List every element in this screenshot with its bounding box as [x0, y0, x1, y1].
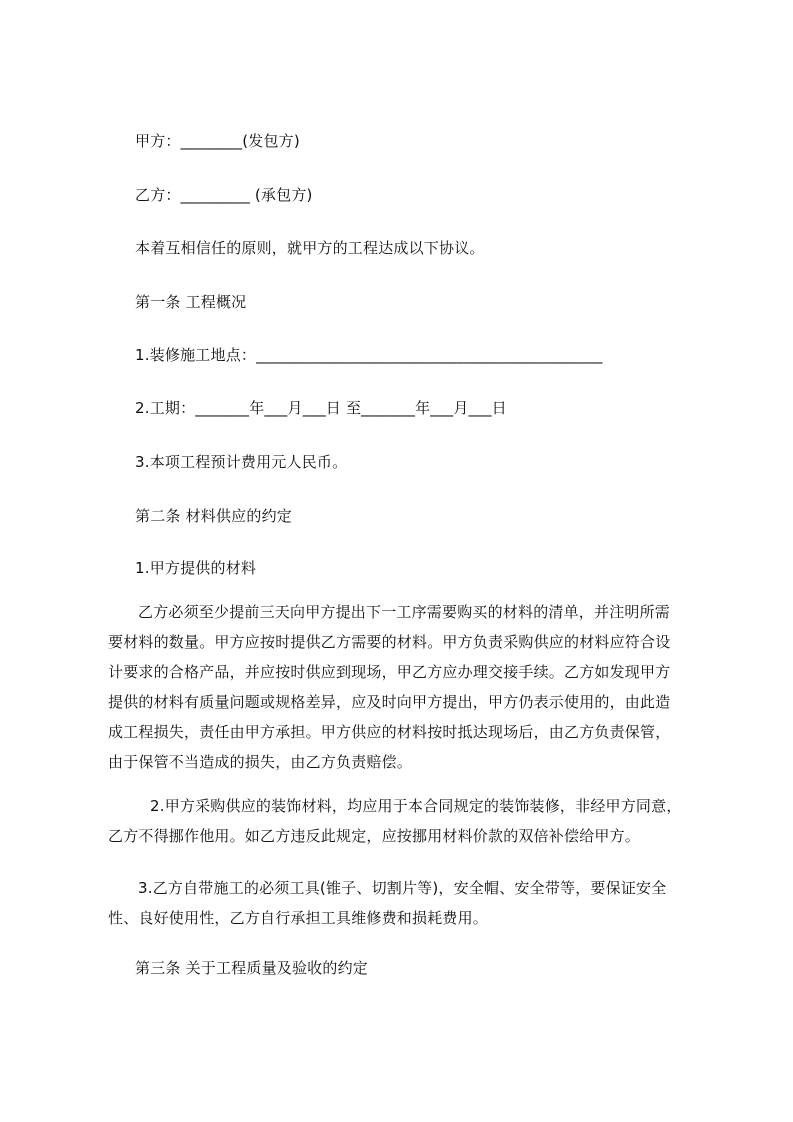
estimated-cost-text: 3.本项工程预计费用元人民币。 [135, 453, 348, 471]
party-b-line: 乙方：_________ (承包方) [135, 186, 313, 204]
article3-heading: 第三条 关于工程质量及验收的约定 [135, 959, 368, 977]
paragraph-line: 计要求的合格产品，并应按时供应到现场，甲乙方应办理交接手续。乙方如发现甲方 [108, 663, 671, 681]
material-supply-paragraph [108, 597, 704, 777]
material-use-paragraph [108, 791, 704, 851]
construction-site-field: 1.装修施工地点：_____________________________________________ [135, 346, 603, 364]
paragraph-line: 乙方不得挪作他用。如乙方违反此规定，应按挪用材料价款的双倍补偿给甲方。 [108, 827, 641, 845]
article1-heading: 第一条 工程概况 [135, 293, 247, 311]
article2-item1-title: 1.甲方提供的材料 [135, 559, 257, 577]
article2-heading: 第二条 材料供应的约定 [135, 507, 292, 525]
construction-period-field: 2.工期：_______年___月___日 至_______年___月___日 [135, 399, 507, 417]
paragraph-line: 要材料的数量。甲方应按时提供乙方需要的材料。甲方负责采购供应的材料应符合设 [108, 633, 671, 651]
paragraph-line: 3.乙方自带施工的必须工具(锥子、切割片等)，安全帽、安全带等，要保证安全 [138, 879, 667, 897]
paragraph-line: 成工程损失，责任由甲方承担。甲方供应的材料按时抵达现场后，由乙方负责保管， [108, 723, 671, 741]
tools-paragraph [108, 873, 704, 933]
paragraph-line: 由于保管不当造成的损失，由乙方负责赔偿。 [108, 753, 413, 771]
paragraph-line: 乙方必须至少提前三天向甲方提出下一工序需要购买的材料的清单，并注明所需 [138, 603, 671, 621]
paragraph-line: 性、良好使用性，乙方自行承担工具维修费和损耗费用。 [108, 909, 489, 927]
paragraph-line: 2.甲方采购供应的装饰材料，均应用于本合同规定的装饰装修，非经甲方同意， [150, 797, 682, 815]
paragraph-line: 提供的材料有质量问题或规格差异，应及时向甲方提出，甲方仍表示使用的，由此造 [108, 693, 671, 711]
party-a-line: 甲方：________(发包方) [135, 132, 300, 150]
intro-text: 本着互相信任的原则，就甲方的工程达成以下协议。 [135, 239, 485, 257]
